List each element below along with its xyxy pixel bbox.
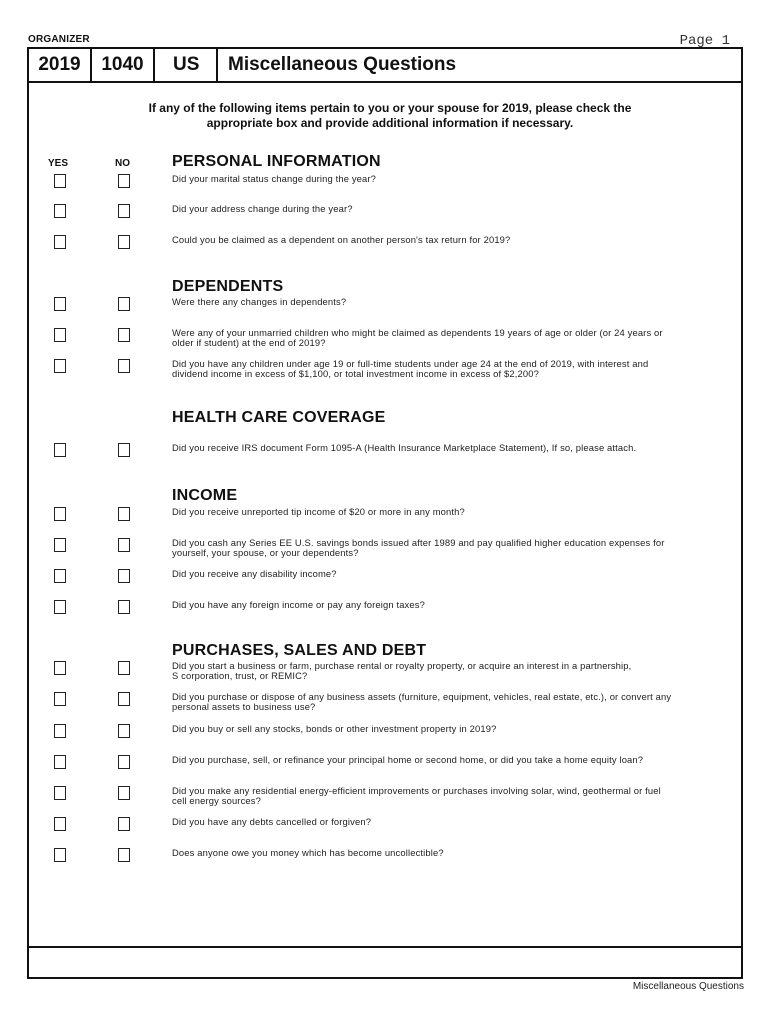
yes-checkbox-personal-3[interactable] [54, 235, 66, 249]
question-text-personal-3 [172, 235, 727, 245]
question-line: Could you be claimed as a dependent on another person's tax return for 2019? [172, 234, 511, 245]
yes-checkbox-purchases-5[interactable] [54, 786, 66, 800]
yes-checkbox-purchases-6[interactable] [54, 817, 66, 831]
form-title: Miscellaneous Questions [228, 54, 457, 75]
no-checkbox-purchases-2[interactable] [118, 692, 130, 706]
question-line: Did you receive IRS document Form 1095-A (Health Insurance Marketplace Statement), If so, please attach. [172, 442, 637, 453]
organizer-label: ORGANIZER [28, 34, 90, 45]
yes-checkbox-income-1[interactable] [54, 507, 66, 521]
question-text-dependents-1 [172, 297, 727, 307]
question-line: Did you make any residential energy-efficient improvements or purchases involving solar, wind, geothermal or fuel [172, 785, 661, 796]
question-text-personal-2 [172, 204, 727, 214]
question-line: Did you buy or sell any stocks, bonds or other investment property in 2019? [172, 723, 497, 734]
question-line: Did you purchase, sell, or refinance your principal home or second home, or did you take a home equity loan? [172, 754, 644, 765]
no-checkbox-dependents-2[interactable] [118, 328, 130, 342]
no-checkbox-dependents-1[interactable] [118, 297, 130, 311]
no-checkbox-purchases-1[interactable] [118, 661, 130, 675]
yes-checkbox-income-4[interactable] [54, 600, 66, 614]
no-checkbox-income-4[interactable] [118, 600, 130, 614]
intro-text [70, 101, 710, 131]
no-checkbox-dependents-3[interactable] [118, 359, 130, 373]
question-text-income-3 [172, 569, 727, 579]
yes-checkbox-purchases-2[interactable] [54, 692, 66, 706]
form-number: 1040 [92, 49, 155, 81]
form-header [29, 49, 741, 83]
question-line: Did you receive any disability income? [172, 568, 337, 579]
no-checkbox-health-1[interactable] [118, 443, 130, 457]
section-title-personal: PERSONAL INFORMATION [172, 153, 381, 170]
question-text-dependents-2 [172, 328, 727, 348]
yes-checkbox-dependents-3[interactable] [54, 359, 66, 373]
question-text-purchases-3 [172, 724, 727, 734]
country-code: US [155, 49, 218, 81]
no-checkbox-purchases-7[interactable] [118, 848, 130, 862]
question-line: Did you have any debts cancelled or forgiven? [172, 816, 372, 827]
question-text-purchases-7 [172, 848, 727, 858]
tax-year: 2019 [29, 49, 92, 81]
section-title-purchases: PURCHASES, SALES AND DEBT [172, 642, 427, 659]
intro-line-2: appropriate box and provide additional information if necessary. [206, 116, 574, 130]
page-number: Page 1 [679, 33, 730, 49]
no-checkbox-purchases-5[interactable] [118, 786, 130, 800]
no-checkbox-personal-2[interactable] [118, 204, 130, 218]
section-title-health: HEALTH CARE COVERAGE [172, 409, 386, 426]
yes-checkbox-personal-1[interactable] [54, 174, 66, 188]
bottom-rule [29, 946, 741, 948]
yes-column-header: YES [48, 158, 69, 169]
question-line: Did your address change during the year? [172, 203, 353, 214]
yes-checkbox-purchases-7[interactable] [54, 848, 66, 862]
question-line: Did you have any foreign income or pay any foreign taxes? [172, 599, 425, 610]
question-text-purchases-5 [172, 786, 727, 806]
no-checkbox-personal-1[interactable] [118, 174, 130, 188]
yes-checkbox-income-2[interactable] [54, 538, 66, 552]
question-line: Were any of your unmarried children who might be claimed as dependents 19 years of age or older (or 24 years or [172, 327, 663, 338]
question-text-income-2 [172, 538, 727, 558]
no-checkbox-purchases-6[interactable] [118, 817, 130, 831]
no-checkbox-income-1[interactable] [118, 507, 130, 521]
no-checkbox-personal-3[interactable] [118, 235, 130, 249]
no-checkbox-purchases-3[interactable] [118, 724, 130, 738]
question-line: Did you purchase or dispose of any business assets (furniture, equipment, vehicles, real estate, etc.), or convert any [172, 691, 672, 702]
yes-checkbox-purchases-3[interactable] [54, 724, 66, 738]
no-checkbox-income-2[interactable] [118, 538, 130, 552]
footer-label: Miscellaneous Questions [632, 981, 744, 992]
question-line: Did you receive unreported tip income of $20 or more in any month? [172, 506, 465, 517]
question-line: Did you start a business or farm, purchase rental or royalty property, or acquire an interest in a partnership, [172, 660, 632, 671]
intro-line-1: If any of the following items pertain to you or your spouse for 2019, please check the [148, 101, 632, 115]
yes-checkbox-income-3[interactable] [54, 569, 66, 583]
question-line: S corporation, trust, or REMIC? [172, 670, 308, 681]
question-text-personal-1 [172, 174, 727, 184]
no-checkbox-income-3[interactable] [118, 569, 130, 583]
no-checkbox-purchases-4[interactable] [118, 755, 130, 769]
section-title-dependents: DEPENDENTS [172, 278, 284, 295]
section-title-income: INCOME [172, 487, 238, 504]
question-text-income-4 [172, 600, 727, 610]
question-text-purchases-1 [172, 661, 727, 681]
yes-checkbox-health-1[interactable] [54, 443, 66, 457]
question-line: dividend income in excess of $1,100, or total investment income in excess of $2,200? [172, 368, 539, 379]
question-line: Did your marital status change during the year? [172, 173, 377, 184]
question-text-purchases-6 [172, 817, 727, 827]
question-line: Were there any changes in dependents? [172, 296, 347, 307]
question-text-dependents-3 [172, 359, 727, 379]
question-line: yourself, your spouse, or your dependents? [172, 547, 359, 558]
question-text-income-1 [172, 507, 727, 517]
yes-checkbox-purchases-1[interactable] [54, 661, 66, 675]
question-line: Does anyone owe you money which has become uncollectible? [172, 847, 444, 858]
question-text-health-1 [172, 443, 727, 453]
question-text-purchases-4 [172, 755, 727, 765]
question-line: Did you have any children under age 19 or full-time students under age 24 at the end of 2019, with interest and [172, 358, 649, 369]
no-column-header: NO [115, 158, 130, 169]
question-line: Did you cash any Series EE U.S. savings bonds issued after 1989 and pay qualified higher education expenses for [172, 537, 665, 548]
yes-checkbox-dependents-1[interactable] [54, 297, 66, 311]
question-line: personal assets to business use? [172, 701, 316, 712]
yes-checkbox-dependents-2[interactable] [54, 328, 66, 342]
question-text-purchases-2 [172, 692, 727, 712]
question-line: cell energy sources? [172, 795, 261, 806]
yes-checkbox-purchases-4[interactable] [54, 755, 66, 769]
yes-checkbox-personal-2[interactable] [54, 204, 66, 218]
question-line: older if student) at the end of 2019? [172, 337, 326, 348]
